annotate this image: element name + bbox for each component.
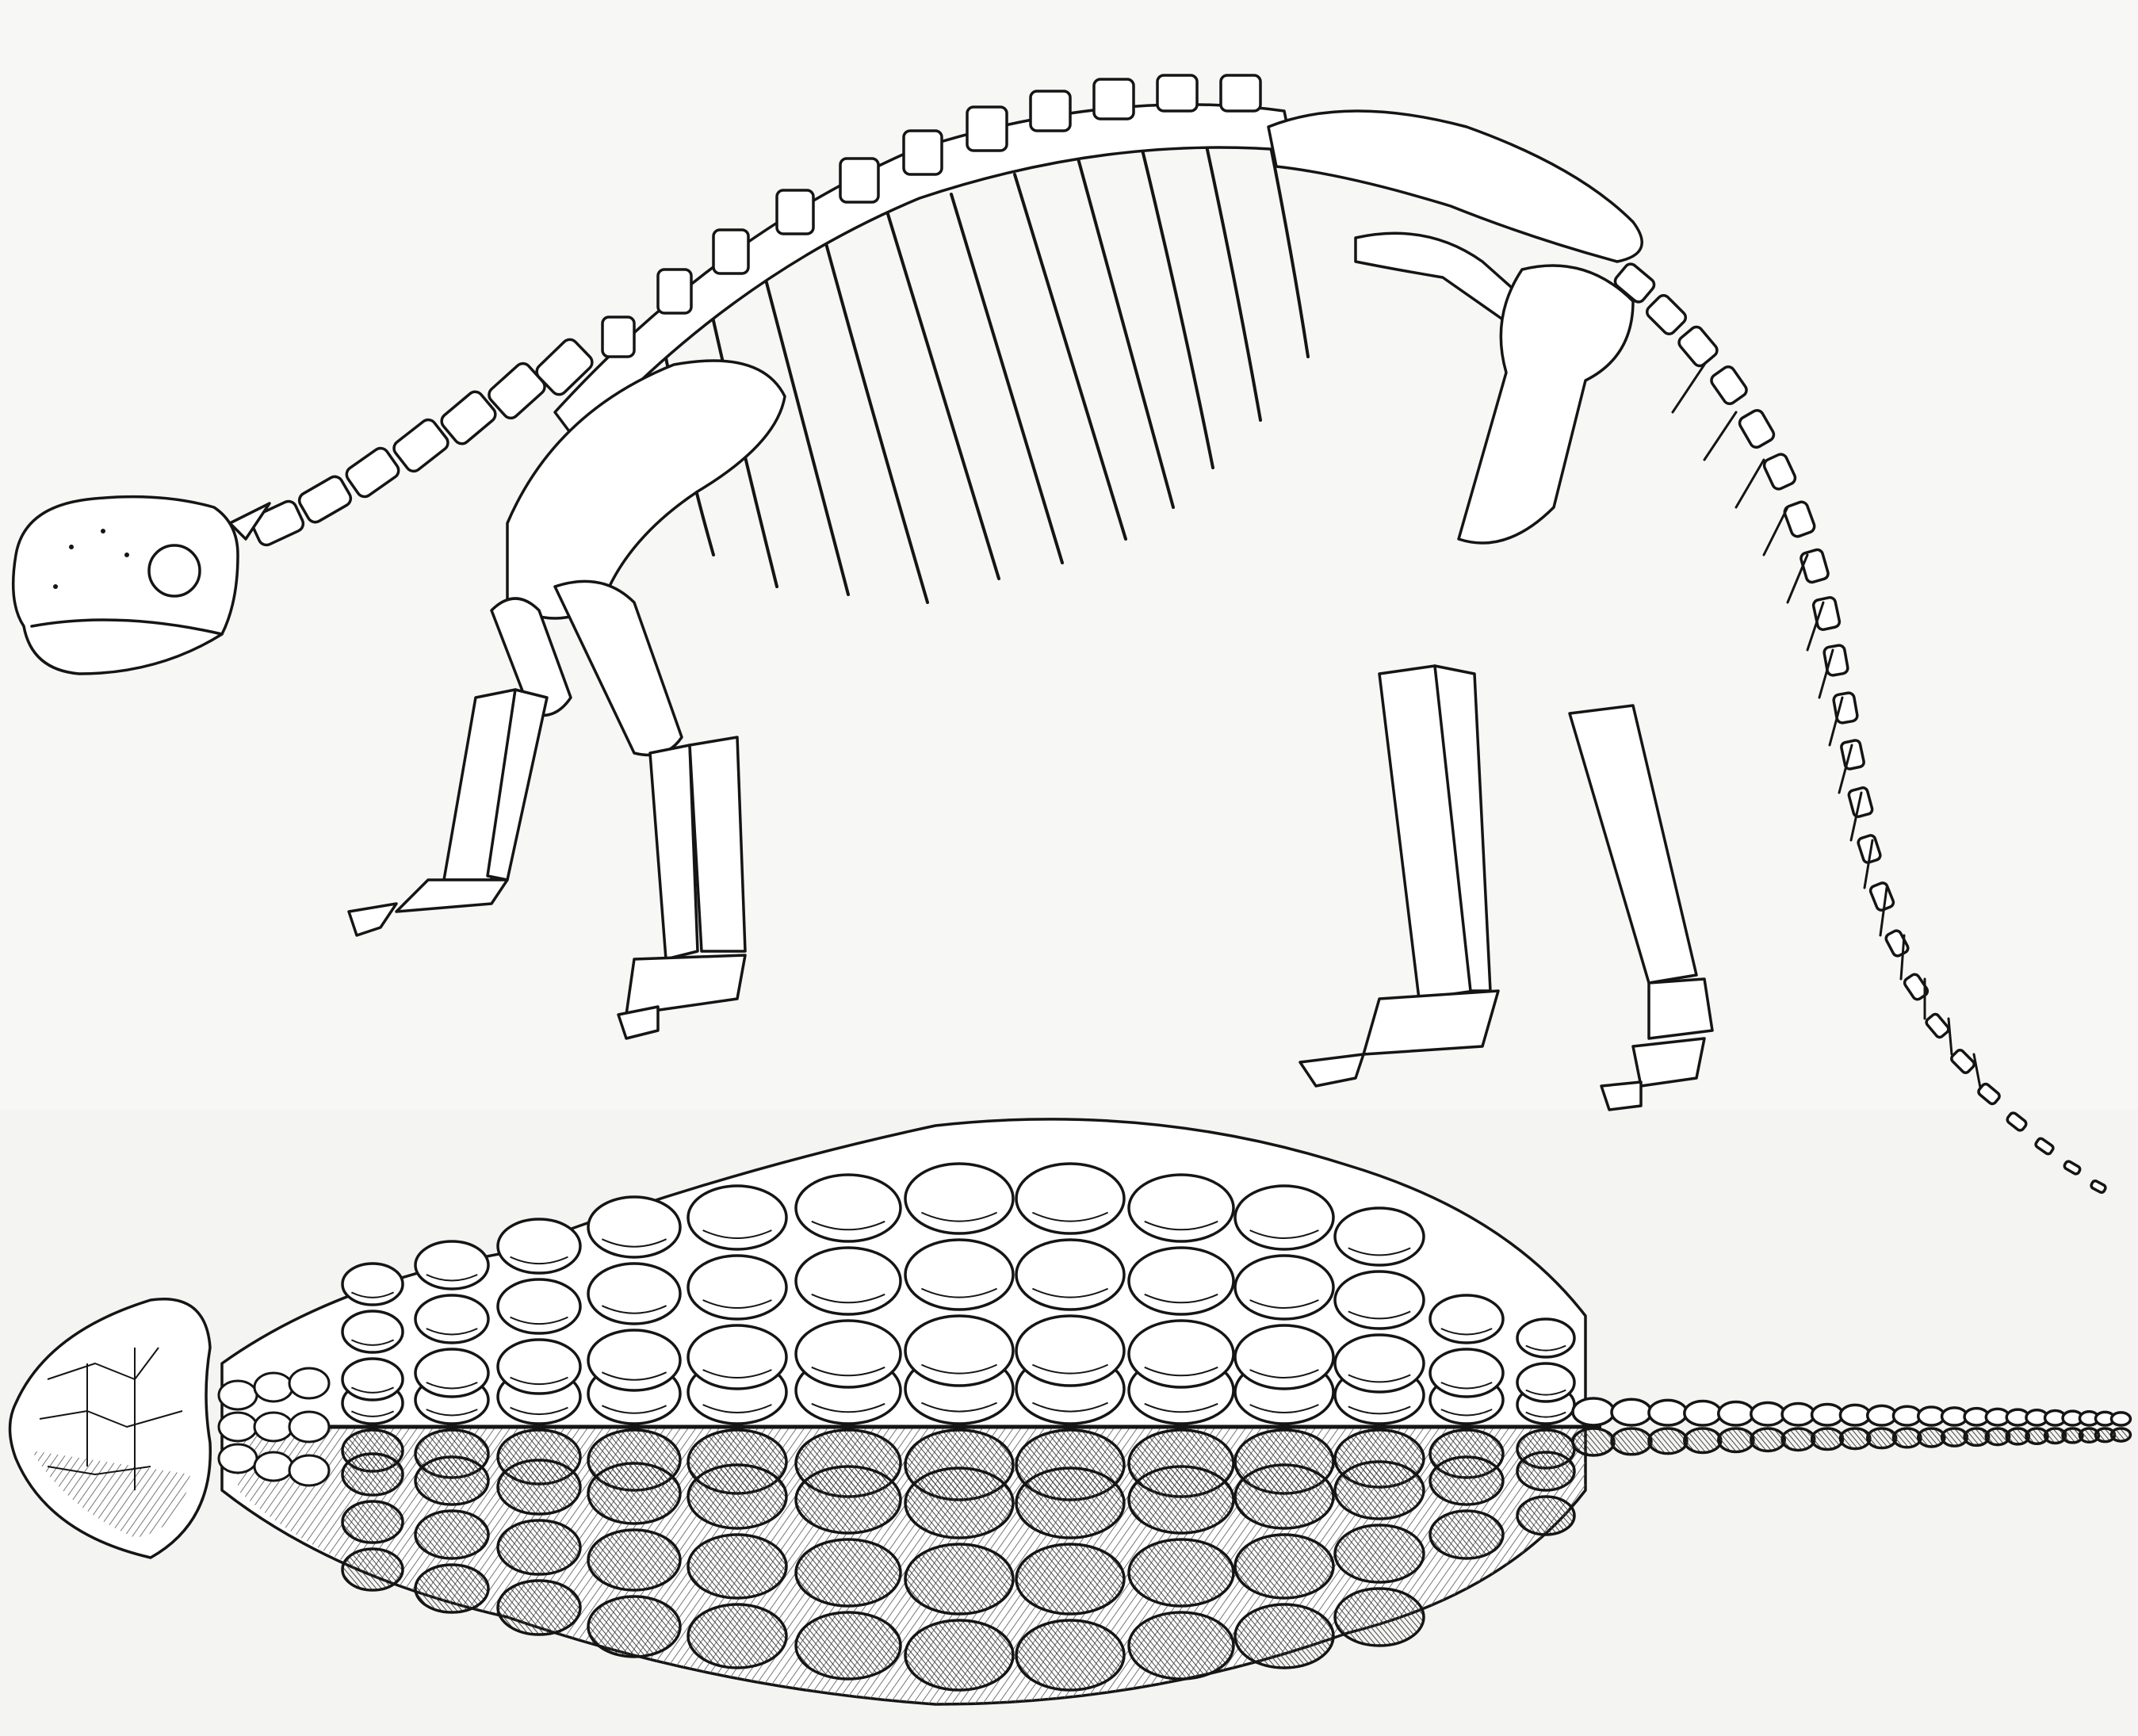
osteoderm [415,1241,488,1289]
osteoderm [1335,1335,1424,1392]
osteoderm [688,1535,786,1598]
tail-osteoderm [1782,1404,1815,1425]
osteoderm [1129,1539,1233,1606]
tail-osteoderm [1719,1402,1754,1425]
tail-osteoderm [1612,1399,1651,1425]
osteoderm [588,1197,680,1257]
osteoderm [905,1316,1013,1386]
tail-osteoderm [1649,1400,1687,1425]
osteoderm [796,1466,901,1533]
osteoderm [796,1175,901,1241]
osteoderm [498,1460,580,1514]
osteoderm [588,1330,680,1390]
tail-osteoderm [1573,1428,1614,1455]
osteoderm [1430,1349,1503,1397]
osteoderm [588,1530,680,1590]
osteoderm [1430,1457,1503,1505]
osteoderm [342,1549,403,1590]
osteoderm [905,1620,1013,1690]
osteoderm [342,1501,403,1543]
osteoderm [1235,1256,1333,1319]
osteoderm [1129,1466,1233,1533]
osteoderm [498,1520,580,1574]
osteoderm [1016,1240,1124,1310]
osteoderm [905,1468,1013,1538]
osteoderm [1129,1321,1233,1387]
osteoderm [498,1279,580,1333]
osteoderm [1430,1511,1503,1558]
tail-osteoderm [2111,1428,2130,1441]
osteoderm [796,1539,901,1606]
tail-osteoderm [1685,1401,1721,1425]
osteoderm [1016,1620,1124,1690]
osteoderm [415,1565,488,1612]
osteoderm [905,1240,1013,1310]
osteoderm [415,1457,488,1505]
tail-osteoderm [1751,1403,1784,1425]
osteoderm [688,1604,786,1668]
osteoderm [796,1248,901,1314]
tail-osteoderm [1868,1428,1896,1448]
osteoderm [415,1349,488,1397]
osteoderm [1235,1465,1333,1528]
osteoderm [688,1465,786,1528]
osteoderm [1235,1535,1333,1598]
osteoderm [1129,1175,1233,1241]
tail-osteoderm [1782,1428,1815,1450]
osteoderm [1335,1589,1424,1646]
osteoderm [905,1544,1013,1614]
osteoderm [588,1264,680,1324]
osteoderm [498,1581,580,1635]
osteoderm [498,1340,580,1394]
osteoderm [1335,1208,1424,1265]
tail-osteoderm [1751,1428,1784,1451]
osteoderm [342,1311,403,1352]
osteoderm [1235,1604,1333,1668]
tail-osteoderm [1685,1428,1721,1453]
osteoderm [1335,1462,1424,1519]
osteoderm [588,1596,680,1657]
tail-osteoderm [1868,1405,1896,1425]
osteoderm [342,1454,403,1495]
osteoderm [1335,1271,1424,1329]
osteoderm [498,1219,580,1273]
osteoderm [796,1321,901,1387]
tail-osteoderm [2111,1413,2130,1425]
tail-osteoderm [1649,1428,1687,1454]
neck-osteoderms [219,1368,329,1486]
osteoderm [415,1295,488,1343]
tail-osteoderm [1840,1428,1870,1449]
osteoderm [1517,1497,1574,1535]
osteoderm [796,1612,901,1679]
osteoderm [342,1264,403,1305]
osteoderm [1517,1319,1574,1357]
osteoderm [905,1164,1013,1233]
osteoderm [1430,1295,1503,1343]
osteoderm [688,1256,786,1319]
osteoderm [1235,1325,1333,1389]
tail-osteoderm [1893,1406,1921,1425]
osteoderm [1016,1316,1124,1386]
tail-osteoderm [1812,1405,1843,1425]
osteoderm [1129,1612,1233,1679]
osteoderm [1016,1544,1124,1614]
osteoderm [1129,1248,1233,1314]
osteoderm [1517,1363,1574,1401]
tail-osteoderm [1719,1428,1754,1451]
osteoderm [1235,1186,1333,1249]
tail-osteoderm [1840,1405,1870,1425]
osteoderm [1016,1468,1124,1538]
tail-osteoderm [1612,1428,1651,1455]
osteoderm [1335,1525,1424,1582]
osteoderm [688,1186,786,1249]
osteoderm [688,1325,786,1389]
tail-osteoderm [1893,1428,1921,1447]
osteoderm [342,1359,403,1400]
tail-osteoderm [1573,1398,1614,1425]
tail-osteoderm [1812,1428,1843,1449]
osteoderm [1016,1164,1124,1233]
osteoderm [588,1463,680,1524]
osteoderm [415,1511,488,1558]
osteoderm [1517,1452,1574,1490]
